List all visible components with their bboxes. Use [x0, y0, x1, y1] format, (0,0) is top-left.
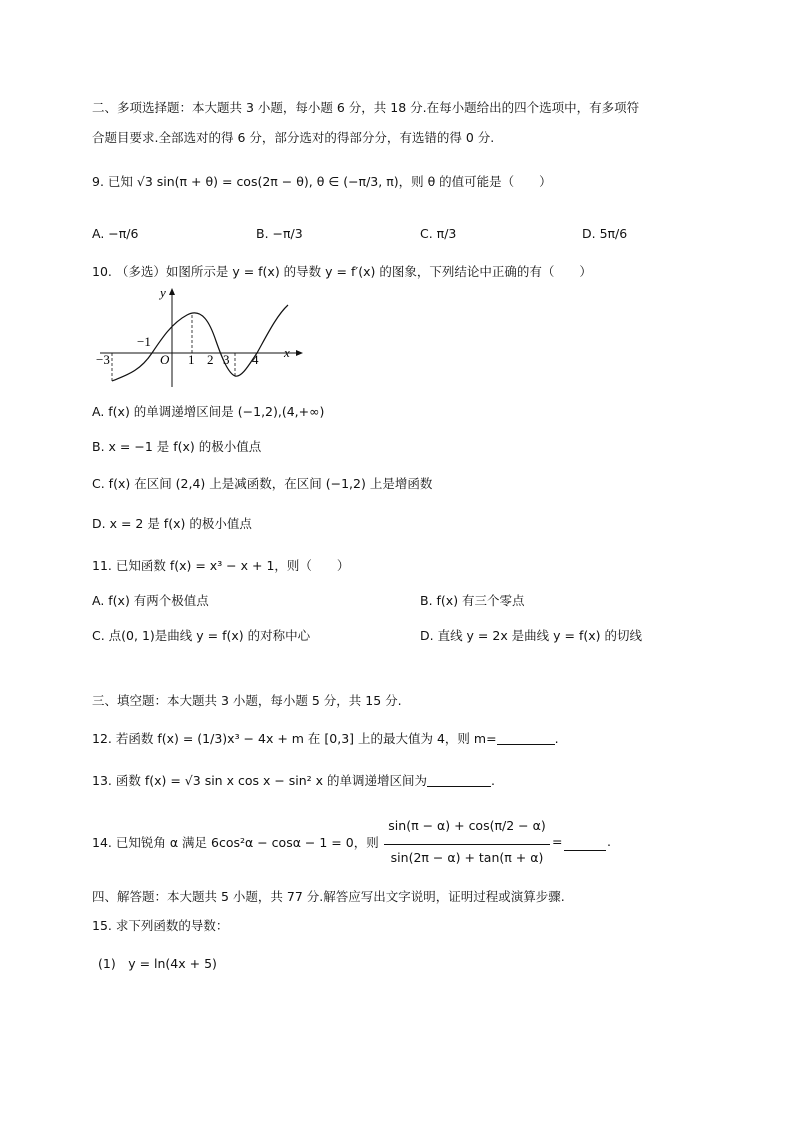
- section3-title: 三、填空题：本大题共 3 小题，每小题 5 分，共 15 分.: [92, 693, 402, 708]
- q10-option-b: B. x = −1 是 f(x) 的极小值点: [92, 439, 262, 454]
- q13-line: [92, 770, 706, 792]
- q12-stem: 12. 若函数 f(x) = (1/3)x³ − 4x + m 在 [0,3] 上的最大值为 4，则 m=: [92, 731, 497, 746]
- q14-denominator: sin(2π − α) + tan(π + α): [390, 850, 544, 865]
- q12-line: [92, 728, 706, 750]
- label-x: x: [284, 345, 290, 360]
- q14-end: .: [607, 834, 611, 849]
- q14-fraction-bar: [384, 844, 550, 845]
- q10-stem: 10. （多选）如图所示是 y = f(x) 的导数 y = f′(x) 的图象，下列结论中正确的有（ ）: [92, 264, 592, 279]
- q15-stem: 15. 求下列函数的导数：: [92, 918, 229, 933]
- label-1: 1: [188, 352, 195, 367]
- label-neg3: −3: [96, 352, 110, 367]
- q9-stem: 9. 已知 √3 sin(π + θ) = cos(2π − θ), θ ∈ (−π/3, π)，则 θ 的值可能是（ ）: [92, 174, 552, 189]
- q14-equals: =: [552, 834, 563, 849]
- q13-answer-blank[interactable]: [427, 772, 491, 787]
- section2-line2: 合题目要求.全部选对的得 6 分，部分选对的得部分分，有选错的得 0 分.: [92, 130, 495, 145]
- q9-option-d: D. 5π/6: [582, 226, 628, 241]
- label-neg1: −1: [137, 334, 151, 349]
- q10-option-c: C. f(x) 在区间 (2,4) 上是减函数，在区间 (−1,2) 上是增函数: [92, 476, 433, 491]
- section4-title: 四、解答题：本大题共 5 小题，共 77 分.解答应写出文字说明，证明过程或演算步骤.: [92, 889, 565, 904]
- y-axis-arrow: [169, 288, 175, 295]
- q14-stem: 14. 已知锐角 α 满足 6cos²α − cosα − 1 = 0，则: [92, 835, 379, 850]
- q12-end: .: [554, 731, 559, 746]
- label-2: 2: [207, 352, 214, 367]
- q10-option-d: D. x = 2 是 f(x) 的极小值点: [92, 516, 252, 531]
- q9-option-c: C. π/3: [420, 226, 457, 241]
- section2-line1: 二、多项选择题：本大题共 3 小题，每小题 6 分，共 18 分.在每小题给出的四个选项中，有多项符: [92, 100, 640, 115]
- q12-answer-blank[interactable]: [497, 730, 555, 745]
- q11-option-d: D. 直线 y = 2x 是曲线 y = f(x) 的切线: [420, 628, 643, 643]
- q15-part1: (1) y = ln(4x + 5): [98, 956, 217, 971]
- q11-option-c: C. 点(0, 1)是曲线 y = f(x) 的对称中心: [92, 628, 311, 643]
- q9-option-a: A. −π/6: [92, 226, 139, 241]
- q13-end: .: [491, 773, 496, 788]
- q14-numerator: sin(π − α) + cos(π/2 − α): [388, 818, 546, 833]
- q14-answer-blank[interactable]: [564, 836, 606, 851]
- q11-option-a: A. f(x) 有两个极值点: [92, 593, 209, 608]
- q13-stem: 13. 函数 f(x) = √3 sin x cos x − sin² x 的单调递增区间为: [92, 773, 428, 788]
- label-origin: O: [160, 352, 170, 367]
- q11-option-b: B. f(x) 有三个零点: [420, 593, 525, 608]
- q11-stem: 11. 已知函数 f(x) = x³ − x + 1，则（ ）: [92, 558, 350, 573]
- derivative-graph: [92, 283, 312, 393]
- q10-option-a: A. f(x) 的单调递增区间是 (−1,2),(4,+∞): [92, 404, 325, 419]
- label-4: 4: [252, 352, 259, 367]
- q9-option-b: B. −π/3: [256, 226, 303, 241]
- label-3: 3: [223, 352, 230, 367]
- label-y: y: [160, 285, 166, 300]
- x-axis-arrow: [296, 350, 303, 356]
